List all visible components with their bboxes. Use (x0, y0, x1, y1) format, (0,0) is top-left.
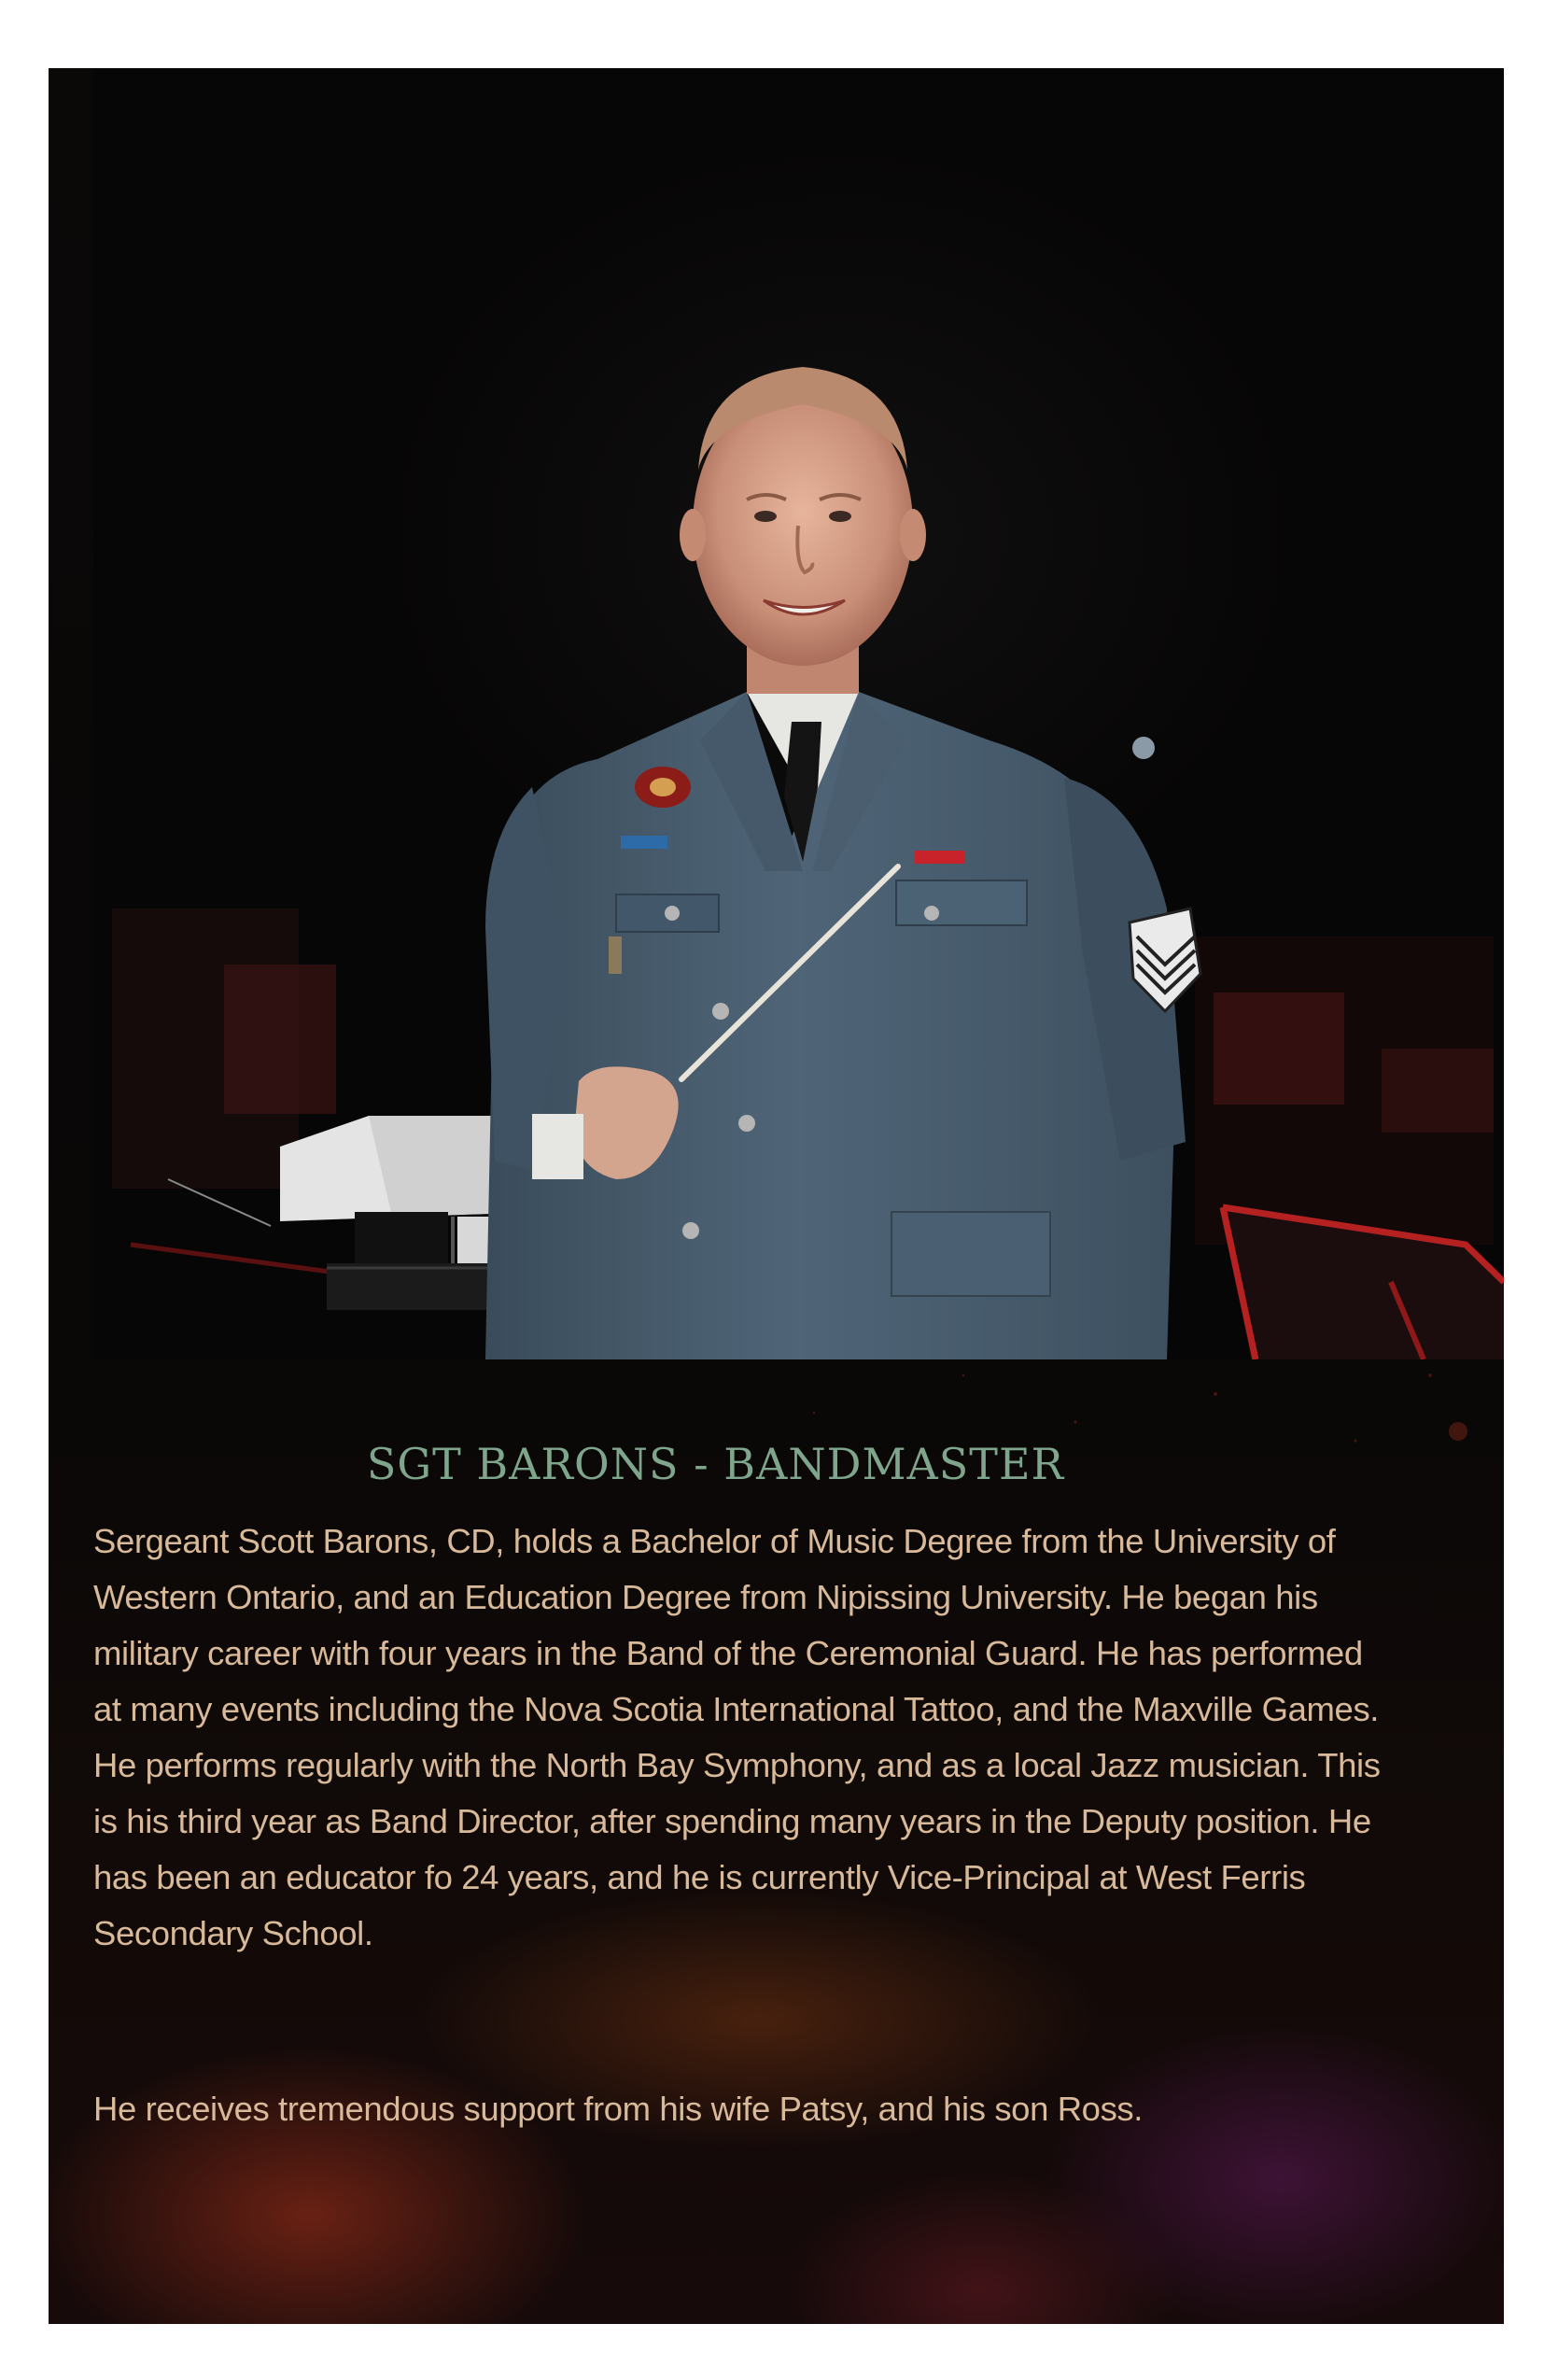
bio-line: military career with four years in the Band of the Ceremonial Guard. He has performed (93, 1634, 1363, 1672)
bio-line: Western Ontario, and an Education Degree from Nipissing University. He began his (93, 1578, 1318, 1616)
bio-line: has been an educator fo 24 years, and he is currently Vice-Principal at West Ferris (93, 1858, 1306, 1896)
bio-line: Secondary School. (93, 1914, 373, 1952)
bio-line: is his third year as Band Director, after spending many years in the Deputy position. He (93, 1802, 1371, 1840)
bio-line: He performs regularly with the North Bay Symphony, and as a local Jazz musician. This (93, 1746, 1381, 1784)
page-title: SGT BARONS - BANDMASTER (366, 1439, 1065, 1489)
support-paragraph: He receives tremendous support from his wife Patsy, and his son Ross. (93, 2090, 1144, 2128)
face (680, 367, 926, 694)
bandmaster-poster (49, 68, 1504, 2324)
bio-line: Sergeant Scott Barons, CD, holds a Bachelor of Music Degree from the University of (93, 1522, 1336, 1560)
bandmaster-photo (93, 68, 1504, 1359)
biography-paragraph (93, 1514, 1475, 1962)
bio-line: at many events including the Nova Scotia International Tattoo, and the Maxville Games. (93, 1690, 1380, 1728)
uniform-jacket (485, 666, 1200, 1359)
